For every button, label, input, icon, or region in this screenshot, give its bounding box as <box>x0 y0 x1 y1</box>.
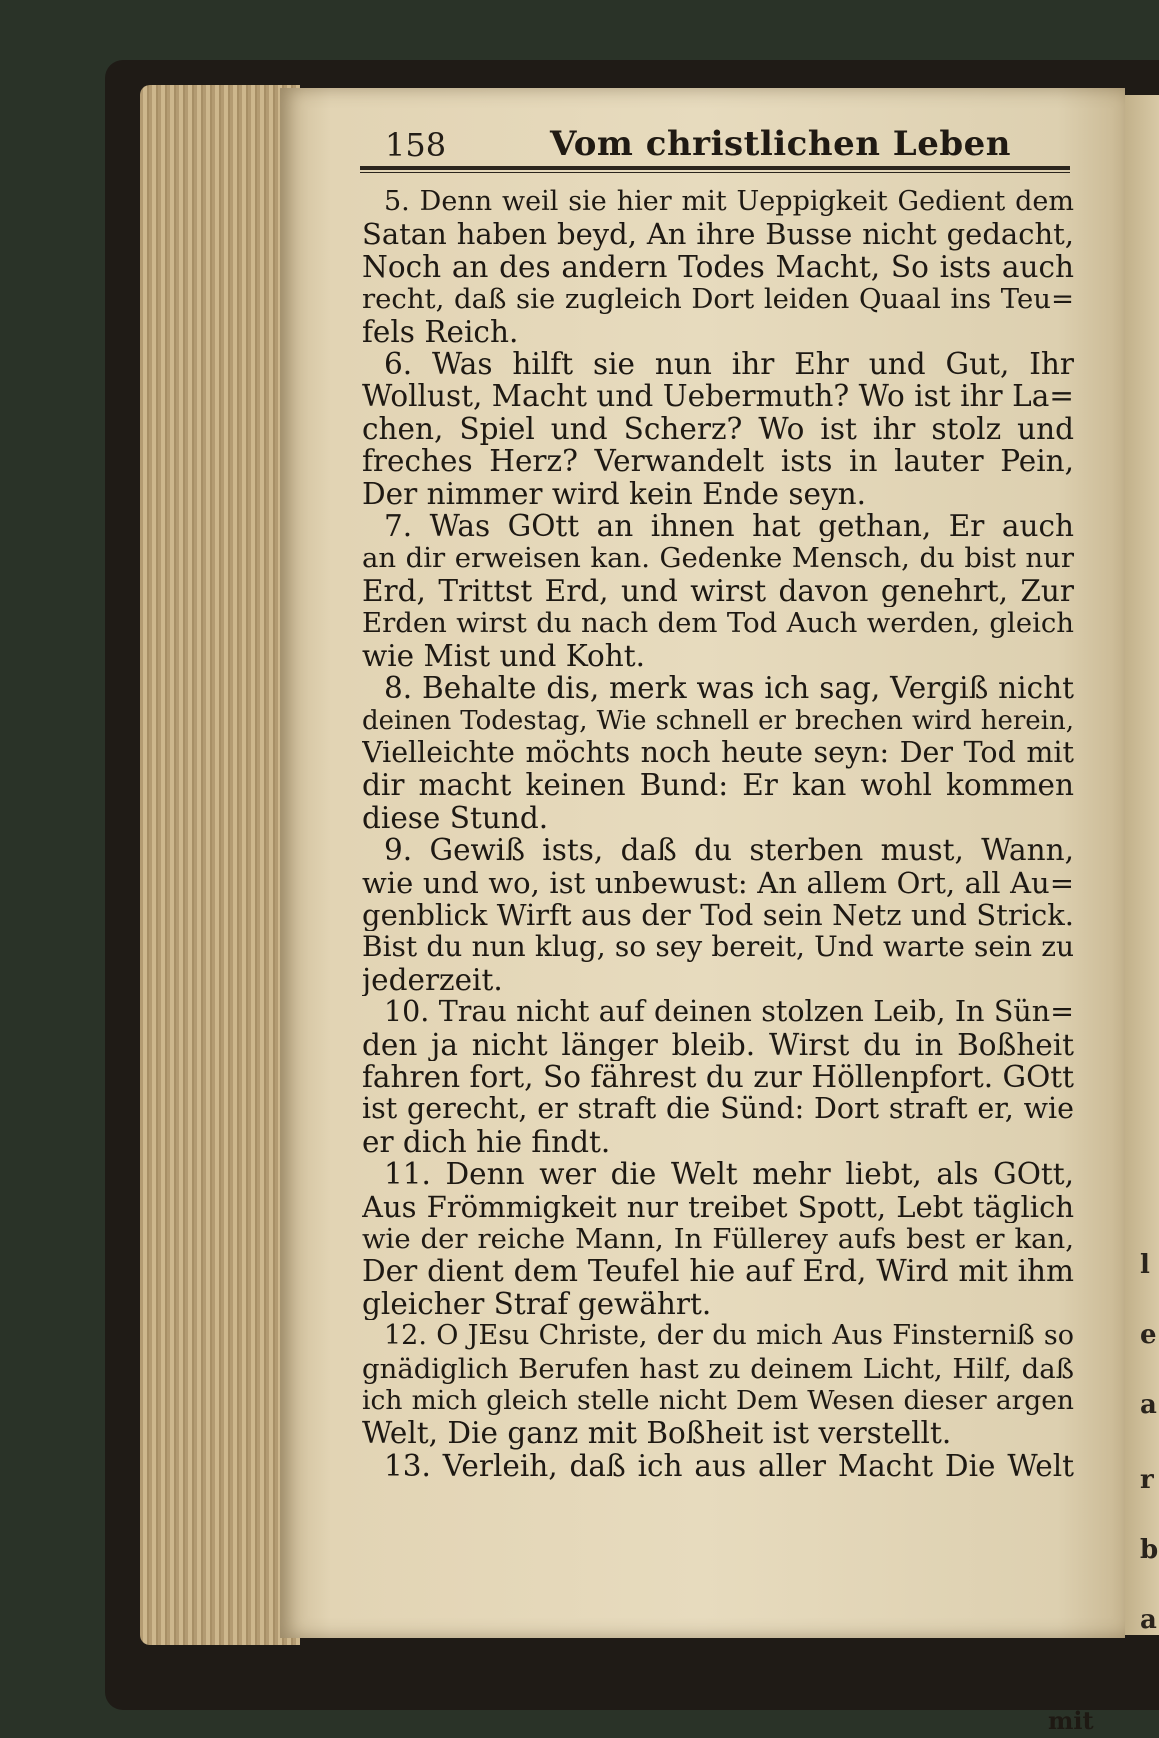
text-line: Welt, Die ganz mit Boßheit ist verstellt. <box>362 1417 952 1450</box>
text-line: jederzeit. <box>362 963 503 997</box>
header-rule <box>360 166 1070 170</box>
text-line: freches Herz? Verwandelt ists in lauter Pein, <box>362 445 1074 478</box>
text-line: den ja nicht länger bleib. Wirst du in Boßheit <box>362 1028 1074 1061</box>
text-line: ist gerecht, er straft die Sünd: Dort straft er, wie <box>362 1093 1074 1126</box>
text-line: gleicher Straf gewährt. <box>362 1287 712 1321</box>
running-title: Vom christlichen Leben <box>550 124 1011 164</box>
next-page-fragment: l <box>1140 1250 1150 1280</box>
text-line: 6. Was hilft sie nun ihr Ehr und Gut, Ihr <box>384 348 1074 381</box>
catchword: mit <box>1048 1706 1094 1735</box>
next-page-fragment: a <box>1140 1605 1157 1635</box>
body-text <box>362 186 1074 1482</box>
text-line: recht, daß sie zugleich Dort leiden Quaal ins Teu= <box>362 283 1074 316</box>
text-line: wie und wo, ist unbewust: An allem Ort, all Au= <box>362 866 1074 899</box>
text-line: fahren fort, So fährest du zur Höllenpfort. GOtt <box>362 1060 1074 1094</box>
text-line: 8. Behalte dis, merk was ich sag, Vergiß nicht <box>384 672 1074 705</box>
text-line: wie Mist und Koht. <box>362 639 646 673</box>
text-line: Der dient dem Teufel hie auf Erd, Wird mit ihm <box>362 1255 1074 1288</box>
text-line: 13. Verleih, daß ich aus aller Macht Die Welt <box>384 1449 1074 1483</box>
text-line: Erden wirst du nach dem Tod Auch werden, gleich <box>362 607 1074 640</box>
text-line: fels Reich. <box>362 315 519 349</box>
text-line: ich mich gleich stelle nicht Dem Wesen dieser argen <box>362 1385 1074 1417</box>
text-line: genblick Wirft aus der Tod sein Netz und Strick. <box>362 898 1074 932</box>
text-line: 12. O JEsu Christe, der du mich Aus Finsterniß so <box>384 1320 1074 1352</box>
text-line: Wollust, Macht und Uebermuth? Wo ist ihr La= <box>362 380 1074 413</box>
text-line: deinen Todestag, Wie schnell er brechen wird herein, <box>362 705 1074 736</box>
text-line: dir macht keinen Bund: Er kan wohl kommen <box>362 769 1074 802</box>
text-line: 7. Was GOtt an ihnen hat gethan, Er auch <box>384 510 1074 543</box>
text-line: Erd, Trittst Erd, und wirst davon genehrt, Zur <box>362 574 1074 608</box>
text-line: Noch an des andern Todes Macht, So ists auch <box>362 250 1074 284</box>
text-line: gnädiglich Berufen hast zu deinem Licht, Hilf, daß <box>362 1352 1074 1385</box>
text-line: 10. Trau nicht auf deinen stolzen Leib, In Sün= <box>384 996 1074 1029</box>
header-rule-thin <box>360 172 1070 173</box>
text-line: Bist du nun klug, so sey bereit, Und warte sein zu <box>362 931 1074 964</box>
next-page-fragment: b <box>1140 1535 1159 1565</box>
next-page-fragment: r <box>1140 1465 1154 1495</box>
text-line: wie der reiche Mann, In Füllerey aufs best er kan, <box>362 1223 1074 1255</box>
text-line: an dir erweisen kan. Gedenke Mensch, du bist nur <box>362 542 1074 575</box>
next-page-fragment: e <box>1140 1320 1157 1350</box>
page-edges <box>140 85 300 1645</box>
page-number: 158 <box>385 126 447 164</box>
text-line: 5. Denn weil sie hier mit Ueppigkeit Gedient dem <box>384 186 1074 217</box>
text-line: Satan haben beyd, An ihre Busse nicht gedacht, <box>362 218 1074 251</box>
text-line: 11. Denn wer die Welt mehr liebt, als GOtt, <box>384 1158 1074 1191</box>
text-line: 9. Gewiß ists, daß du sterben must, Wann, <box>384 834 1074 867</box>
text-line: er dich hie findt. <box>362 1125 611 1159</box>
text-line: Aus Frömmigkeit nur treibet Spott, Lebt täglich <box>362 1190 1074 1223</box>
next-page-fragment: a <box>1140 1390 1157 1420</box>
text-line: diese Stund. <box>362 801 549 835</box>
text-line: chen, Spiel und Scherz? Wo ist ihr stolz und <box>362 412 1074 446</box>
page-header <box>345 120 1075 168</box>
text-line: Der nimmer wird kein Ende seyn. <box>362 477 866 511</box>
text-line: Vielleichte möchts noch heute seyn: Der Tod mit <box>362 736 1074 769</box>
